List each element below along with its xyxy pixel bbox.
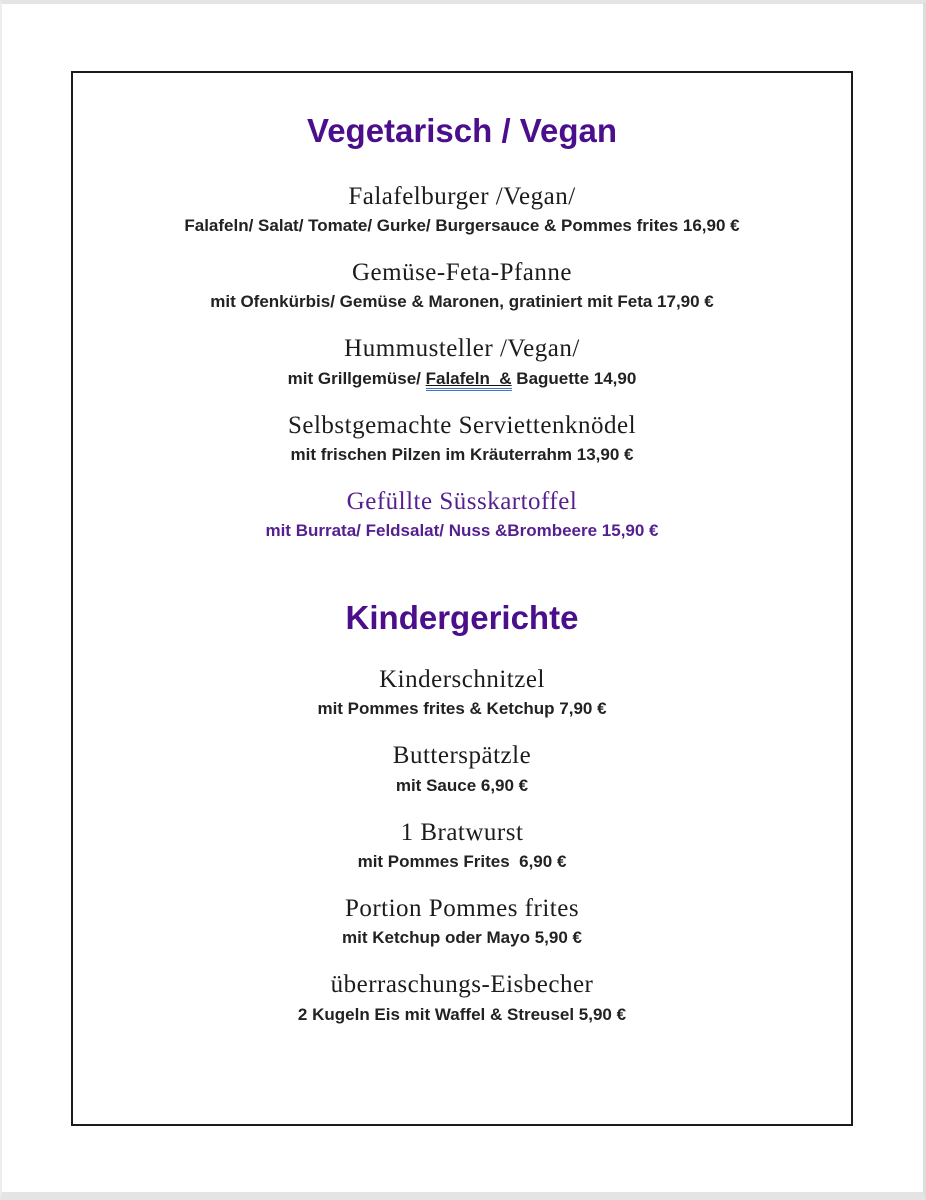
dish-description: mit Ofenkürbis/ Gemüse & Maronen, gratiniert mit Feta 17,90 €	[210, 292, 714, 312]
dish-name: Butterspätzle	[392, 742, 532, 770]
menu-item-gemuese-feta-pfanne	[73, 257, 851, 313]
dish-description-underlined-text: Falafeln &	[426, 369, 512, 391]
menu-page	[71, 71, 853, 1126]
dish-name: Selbstgemachte Serviettenknödel	[287, 411, 637, 439]
dish-description: mit Burrata/ Feldsalat/ Nuss &Brombeere 15,90 €	[265, 521, 659, 541]
menu-item-falafelburger	[73, 181, 851, 237]
section-title-vegetarisch-vegan: Vegetarisch / Vegan	[307, 112, 617, 149]
dish-description: mit Sauce 6,90 €	[395, 775, 529, 795]
menu-item-bratwurst	[73, 817, 851, 873]
dish-description: mit Pommes Frites 6,90 €	[357, 851, 567, 871]
dish-description-text: mit Grillgemüse/	[287, 368, 426, 388]
dish-description: mit Pommes frites & Ketchup 7,90 €	[317, 699, 607, 719]
dish-name: Gemüse-Feta-Pfanne	[351, 258, 573, 286]
dish-name: Hummusteller /Vegan/	[344, 335, 580, 363]
menu-item-hummusteller	[73, 333, 851, 389]
dish-description-text: Baguette 14,90	[511, 368, 637, 388]
dish-name: Kinderschnitzel	[379, 665, 545, 693]
dish-name: Portion Pommes frites	[344, 894, 580, 922]
menu-item-gefuellte-suesskartoffel	[73, 486, 851, 542]
menu-item-kinderschnitzel	[73, 664, 851, 720]
dish-description: mit Ketchup oder Mayo 5,90 €	[342, 928, 582, 948]
dish-description	[73, 368, 851, 390]
dish-name: Falafelburger /Vegan/	[348, 182, 576, 210]
menu-item-portion-pommes-frites	[73, 893, 851, 949]
dish-description: mit frischen Pilzen im Kräuterrahm 13,90 €	[290, 444, 634, 464]
dish-name: Gefüllte Süsskartoffel	[346, 487, 578, 515]
menu-item-ueberraschungs-eisbecher	[73, 969, 851, 1025]
menu-item-butterspaetzle	[73, 740, 851, 796]
section-title-kindergerichte: Kindergerichte	[345, 599, 579, 637]
dish-description: 2 Kugeln Eis mit Waffel & Streusel 5,90 €	[297, 1004, 627, 1024]
dish-name: 1 Bratwurst	[400, 818, 524, 846]
dish-description: Falafeln/ Salat/ Tomate/ Gurke/ Burgersauce & Pommes frites 16,90 €	[184, 215, 740, 235]
menu-item-serviettenknoedel	[73, 410, 851, 466]
dish-name: überraschungs-Eisbecher	[330, 971, 594, 999]
